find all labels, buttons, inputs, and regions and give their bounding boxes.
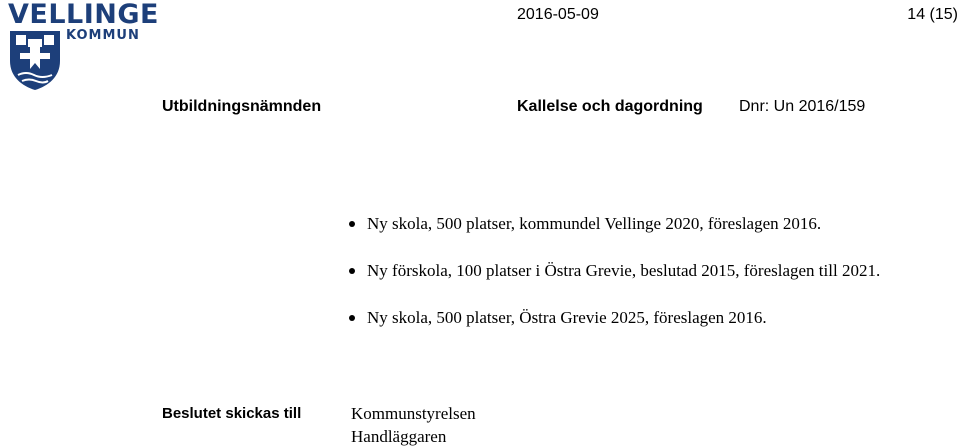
- bullet-list: [348, 212, 908, 329]
- bullet-text: Ny skola, 500 platser, kommundel Vellinge 2020, föreslagen 2016.: [367, 214, 822, 233]
- logo-wordmark: VELLINGE: [8, 0, 159, 30]
- document-date: 2016-05-09: [517, 6, 599, 23]
- recipient-item: Kommunstyrelsen: [351, 404, 476, 423]
- bullet-text: Ny skola, 500 platser, Östra Grevie 2025, föreslagen 2016.: [367, 308, 767, 327]
- bullet-dot-icon: [349, 268, 355, 274]
- distribution-label: Beslutet skickas till: [162, 405, 302, 422]
- recipient-item: Handläggaren: [351, 427, 447, 446]
- recipient-list: [351, 402, 476, 448]
- document-type: Kallelse och dagordning: [517, 98, 703, 115]
- diary-number: Dnr: Un 2016/159: [739, 98, 866, 115]
- bullet-item: [348, 259, 908, 282]
- bullet-text: Ny förskola, 100 platser i Östra Grevie, beslutad 2015, föreslagen till 2021.: [367, 261, 881, 280]
- bullet-dot-icon: [349, 221, 355, 227]
- bullet-item: [348, 212, 908, 235]
- page-number: 14 (15): [907, 6, 958, 23]
- coat-of-arms-icon: [8, 29, 62, 91]
- bullet-item: [348, 306, 908, 329]
- vellinge-logo: [8, 0, 159, 91]
- bullet-dot-icon: [349, 315, 355, 321]
- committee-name: Utbildningsnämnden: [162, 98, 322, 115]
- logo-subword: KOMMUN: [66, 28, 140, 43]
